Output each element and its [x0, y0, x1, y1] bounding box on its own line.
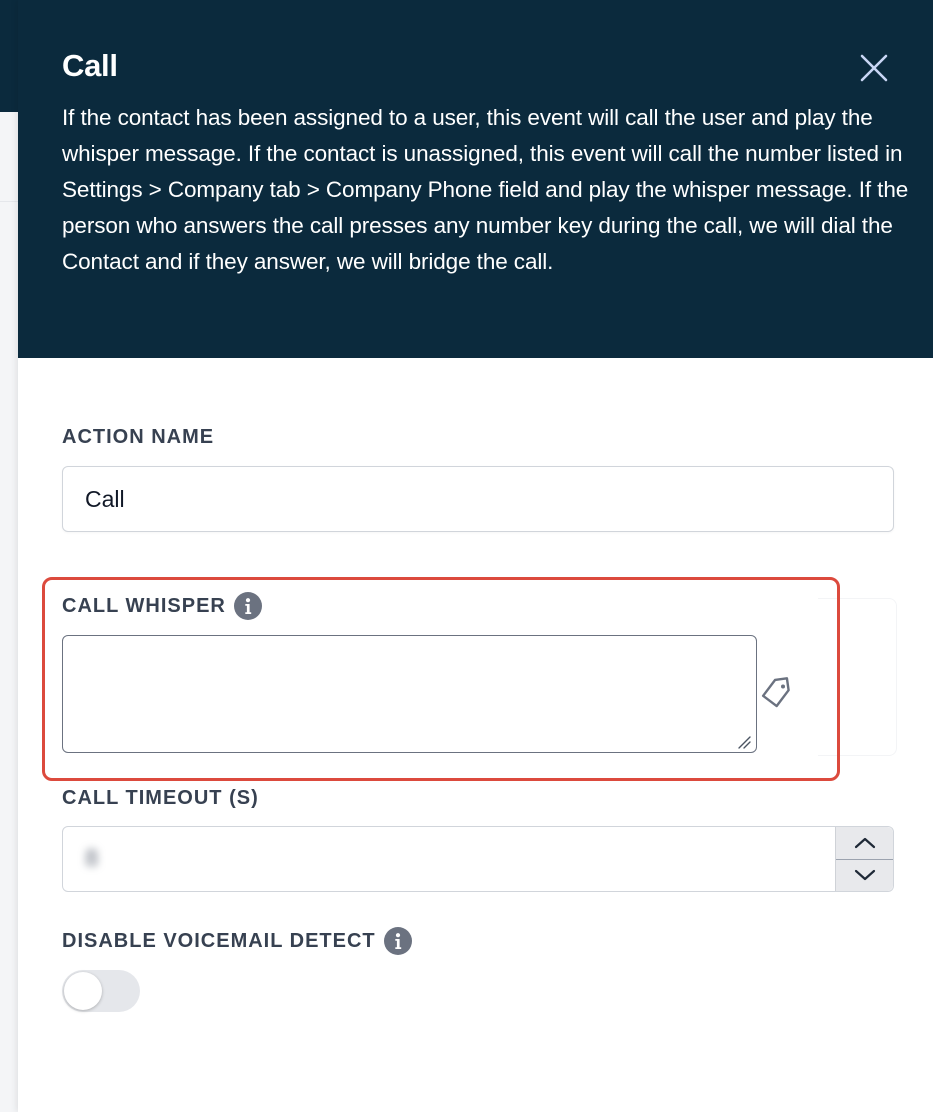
info-glyph: [384, 927, 412, 955]
increment-button[interactable]: [836, 827, 893, 860]
action-name-input[interactable]: [62, 466, 894, 532]
decrement-button[interactable]: [836, 859, 893, 891]
close-icon: [856, 50, 892, 86]
call-timeout-input[interactable]: [62, 826, 894, 892]
background-topbar-edge: [0, 0, 18, 112]
call-whisper-label-text: CALL WHISPER: [62, 594, 226, 617]
call-timeout-stepper: [835, 827, 893, 891]
toggle-knob: [64, 972, 102, 1010]
chevron-down-icon: [853, 868, 877, 882]
action-name-label-text: ACTION NAME: [62, 426, 215, 448]
background-page-edge: [0, 0, 19, 1112]
call-timeout-value: 8: [85, 845, 99, 872]
action-name-label: [62, 426, 214, 449]
call-whisper-highlight: [42, 577, 840, 781]
info-icon[interactable]: [384, 927, 412, 955]
close-button[interactable]: [856, 50, 892, 86]
call-timeout-label: [62, 787, 259, 810]
drawer-header: [18, 0, 933, 358]
background-divider: [0, 201, 18, 202]
drawer-description: If the contact has been assigned to a user, this event will call the user and play the whisper message. If the contact is unassigned, this event will call the number listed in Settings > Company tab > Company Phone field and play the whisper message. If the person who answers the call presses any number key during the call, we will dial the Contact and if they answer, we will bridge the call.: [62, 105, 909, 274]
call-timeout-label-text: CALL TIMEOUT (S): [62, 787, 259, 809]
action-drawer: [18, 0, 933, 1112]
disable-voicemail-toggle[interactable]: [62, 970, 140, 1012]
chevron-up-icon: [853, 836, 877, 850]
disable-voicemail-label-text: DISABLE VOICEMAIL DETECT: [62, 929, 376, 952]
drawer-title: Call: [62, 48, 118, 83]
disable-voicemail-label: [62, 927, 412, 955]
